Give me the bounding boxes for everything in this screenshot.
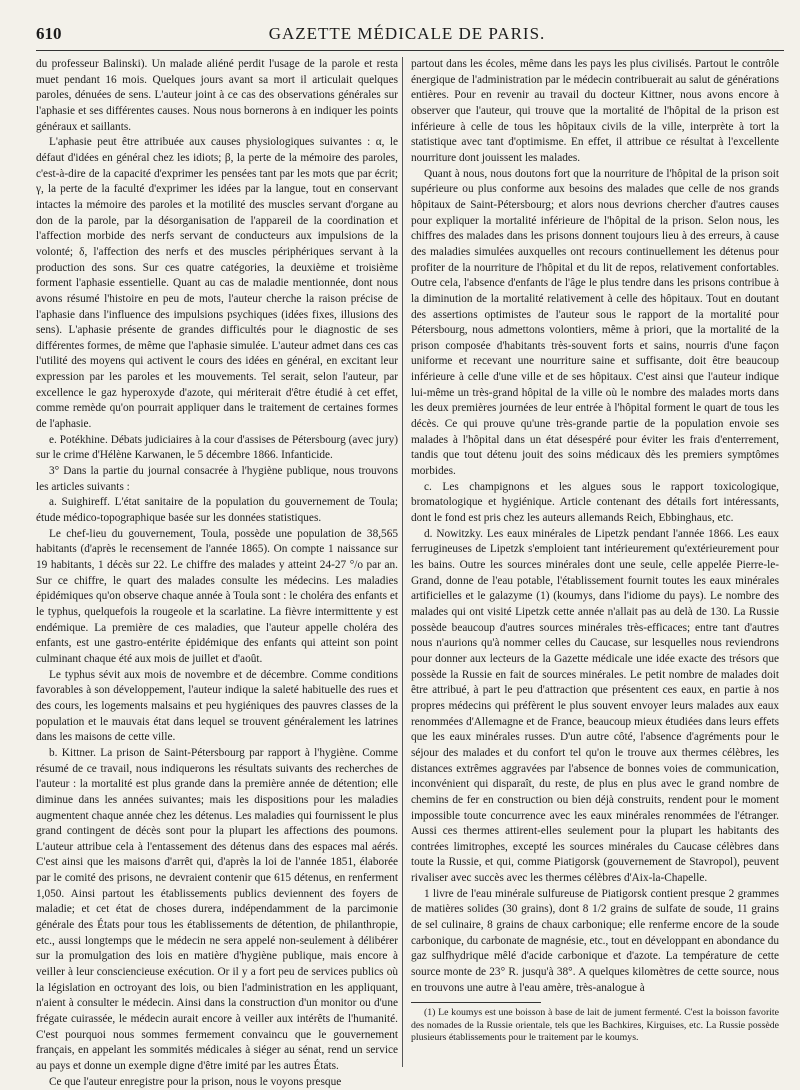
- paragraph: e. Potékhine. Débats judiciaires à la cour d'assises de Pétersbourg (avec jury) sur le crime d'Hélène Karwanen, le 5 décembre 1866. Infanticide.: [36, 433, 398, 462]
- footnote-rule: [411, 1002, 541, 1003]
- paragraph: b. Kittner. La prison de Saint-Pétersbourg par rapport à l'hygiène. Comme résumé de ce travail, nous indiquerons les résultats suivants des recherches de l'auteur : la mortalité est plus grande dans la première année de détention; elle diminue dans les années suivantes; mais les dispositions pour les maladies augmentent chaque année chez les détenus. Les maladies qui fournissent le plus grand contingent de décès sont pour la plupart les affections des poumons. L'auteur attribue cela à l'entassement des détenus dans des espaces mal aérés. C'est ainsi que les maisons d'arrêt qui, d'après la loi de l'année 1851, élaborée par le comité des prisons, ne devraient contenir que 615 détenus, en renferment 1,050. Ainsi partout les établissements publics deviennent des foyers de maladie; et cet état de choses durera, indépendamment de la parcimonie générale des États pour tous les établissements de détention, de philanthropie, etc., aussi longtemps que le médecin ne sera appelé non-seulement à délibérer sur la promulgation des lois en matière d'hygiène publique, mais encore à veiller à leur consciencieuse exécution. Or il y a fort peu de services publics où la législation en octroyant des lois, ou bien l'administration en les appliquant, n'aient à consulter le médecin. Ainsi dans la construction d'un monitor ou d'une frégate cuirassée, le médecin aurait encore à veiller aux intérêts de l'humanité. C'est pourquoi nous sommes fermement convaincu que le gouvernement français, en appelant les sommités médicales à siéger au sénat, rend un service au pays et donne un exemple digne d'être imité par les autres États.: [36, 746, 398, 1072]
- paragraph: du professeur Balinski). Un malade aliéné perdit l'usage de la parole et resta muet pendant 16 mois. Quelques jours avant sa mort il articulait quelques paroles, dénuées de sens. L'auteur joint à ce cas des observations générales sur l'aphasie et ses différentes causes. Nous nous bornerons à en indiquer les points généraux et saillants.: [36, 58, 398, 133]
- page-number: 610: [36, 24, 62, 43]
- paragraph: 3° Dans la partie du journal consacrée à l'hygiène publique, nous trouvons les articles suivants :: [36, 465, 398, 493]
- left-column: [36, 57, 398, 1090]
- paragraph: d. Nowitzky. Les eaux minérales de Lipetzk pendant l'année 1866. Les eaux ferrugineuses de Lipetzk s'emploient tant intérieurement qu'extérieurement pour les bains. Outre les sources minérales dont une seule, celle appelée Pierre-le-Grand, donne de l'eau potable, l'établissement fournit toutes les eaux minérales artificielles et le galazyme (1) (koumys, dans l'idiome du pays). Le nombre des malades qui ont visité Lipetzk cette année n'allait pas au delà de 130. La Russie possède beaucoup d'autres sources minérales très-efficaces; entre tant d'autres nous n'aurions qu'à nommer celles du Caucase, sur lesquelles nous reviendrons pour donner aux lecteurs de la Gazette médicale une idée exacte des trésors que possède la Russie en fait de sources minérales. Le petit nombre de malades doit être attribué, à part le peu d'attraction que présentent ces eaux, en partie à nos propres médecins qui préfèrent le plus souvent envoyer leurs malades aux eaux renommées d'Allemagne et de France, beaucoup mieux étudiées dans leurs effets que les eaux minérales russes. D'un autre côté, l'absence d'agréments pour le séjour des malades et du confort tel qu'on le trouve aux thermes célèbres, les distances extrêmes aggravées par l'absence de bonnes voies de communication, inconvénient qui disparaît, du reste, de plus en plus avec le grand nombre de chemins de fer en construction ou bien déjà construits, rendent pour le moment impossible toute concurrence avec les eaux minérales renommées de l'étranger. Aussi ces thermes attirent-elles seulement pour la plupart les habitants des contrées limitrophes, excepté les sources minérales du Caucase célèbres dans toute la Russie, et qui, comme Piatigorsk (gouvernement de Stavropol), peuvent rivaliser avec succès avec les thermes célèbres d'Aix-la-Chapelle.: [411, 527, 779, 885]
- column-divider: [402, 57, 403, 1067]
- paragraph: Le chef-lieu du gouvernement, Toula, possède une population de 38,565 habitants (d'après le recensement de l'année 1865). On compte 1 naissance sur 19 habitants, 1 décès sur 22. Le chiffre des malades y atteint 24-27 °/o par an. Sur ce chiffre, le quart des malades consulte les médecins. Les maladies épidémiques qu'on observe chaque année à Toula sont : le choléra des enfants et le typhus, quelquefois la rougeole et la scarlatine. La fièvre intermittente y est endémique. La première de ces maladies, que l'auteur appelle choléra des enfants, est une gastro-entérite épidémique des enfants qui atteint son point culminant chaque été aux mois de juillet et d'août.: [36, 527, 398, 665]
- paragraph: 1 livre de l'eau minérale sulfureuse de Piatigorsk contient presque 2 grammes de matières solides (30 grains), dont 8 1/2 grains de sulfate de soude, 11 grains de sel culinaire, 8 grains de chaux carbonique; elle renferme encore de la soude carbonique, du carbonate de magnésie, etc., tout en développant en abondance du gaz sulfhydrique mêlé d'acide carbonique et d'azote. La température de cette source monte de 23° R. jusqu'à 38°. A quelques kilomètres de cette source, nous en trouvons une autre à l'eau amère, très-analogue à: [411, 887, 779, 994]
- paragraph: Quant à nous, nous doutons fort que la nourriture de l'hôpital de la prison soit supérieure ou plus conforme aux besoins des malades que celle de nos grands hôpitaux de Saint-Pétersbourg; et alors nous devrions chercher d'autres causes pour expliquer la mortalité inférieure de l'hôpital de la prison. Selon nous, les chiffres des malades dans les prisons donnent toujours lieu à des erreurs, à cause des maladies simulées auxquelles ont recours continuellement les détenus pour profiter de la nourriture de l'hôpital et du lit de repos, relativement confortables. Outre cela, l'absence d'enfants de l'âge le plus tendre dans les prisons contribue à la diminution de la mortalité relativement à celle des hôpitaux. Tout en doutant des assertions optimistes de l'auteur sous le rapport de la mortalité pour Pétersbourg, nous admettons volontiers, même à priori, que la mortalité de la prison composée d'habitants très-souvent forts et sains, nourris d'une façon uniforme et recevant une nourriture saine et suffisante, doit être beaucoup inférieure à celle d'une ville et de ses hôpitaux. C'est ainsi que l'auteur indique lui-même un très-grand hôpital de la ville où le nombre des malades morts dans les deux premières journées de leur entrée à l'hôpital forment le quart de tous les décès. Ce qui prouve qu'une très-grande partie de la population envoie ses malades à l'hôpital dans un état désespéré pour éviter les frais d'enterrement, tandis que tout détenu jouit des soins médicaux dès les premiers symptômes morbides.: [411, 167, 779, 478]
- paragraph: Ce que l'auteur enregistre pour la prison, nous le voyons presque: [49, 1075, 342, 1088]
- paragraph: Le typhus sévit aux mois de novembre et de décembre. Comme conditions favorables à son développement, l'auteur indique la saleté habituelle des rues et des cours, les logements malsains et peu hygiéniques des pauvres classes de la population et le mauvais état dans lequel se trouvent généralement les latrines dans les maisons de cette ville.: [36, 668, 398, 744]
- paragraph: L'aphasie peut être attribuée aux causes physiologiques suivantes : α, le défaut d'idées en général chez les idiots; β, la perte de la mémoire des paroles, c'est-à-dire de la capacité d'exprimer les pensées tant par les mots que par écrit; γ, la perte de la faculté d'exprimer les idées par la langue, tout en conservant intactes la mémoire des paroles et la motilité des muscles servant d'organe au don de la parole, par la désorganisation de l'appareil de la coordination et l'affection morbide des nerfs servant de conducteurs aux impulsions de la volonté; δ, l'affection des nerfs et des muscles périphériques servant à la production des sons. Sur ces quatre catégories, la deuxième et troisième forment l'aphasie essentielle. Quant au cas de maladie mentionnée, dont nous avons résumé l'histoire en peu de mots, l'auteur cherche la raison précise de l'aphasie dans l'influence des impulsions psychiques (idées fixes, illusions des sens). L'aphasie présente de grandes difficultés pour le diagnostic de ses différentes formes, de même que l'aphasie simulée. L'auteur admet dans ces cas l'utilité des moyens qui activent le cours des idées en général, en excitant leur expression par les paroles et les mouvements. Tel serait, selon l'auteur, par excellence le gaz hyperoxyde d'azote, qui mériterait d'être étudié à cet effet, comme remède qu'on pourrait appliquer dans le traitement de certaines formes de l'aphasie.: [36, 136, 398, 431]
- paragraph: partout dans les écoles, même dans les pays les plus civilisés. Partout le contrôle énergique de l'administration par le médecin contribuerait au salut de générations entières. Pour en revenir au travail du docteur Kittner, nous avons encore à observer que l'auteur, qui trouve que la mortalité de l'hôpital de la prison est inférieure à celle de tous les hôpitaux civils de la ville, interprète à tort la statistique avec tant d'optimisme. En effet, il attribue ce résultat à l'excellente nourriture dont jouissent les malades.: [411, 58, 779, 164]
- header-rule: [36, 50, 784, 51]
- right-column: [411, 57, 779, 1045]
- running-title: GAZETTE MÉDICALE DE PARIS.: [268, 24, 546, 43]
- page-header: [36, 20, 778, 48]
- paragraph: a. Suighireff. L'état sanitaire de la population du gouvernement de Toula; étude médico-topographique basée sur les données statistiques.: [36, 496, 398, 525]
- paragraph: c. Les champignons et les algues sous le rapport toxicologique, bromatologique et hygiénique. Article contenant des détails fort intéressants, dont le fond est pris chez les auteurs allemands Reich, Ebbinghaus, etc.: [411, 480, 779, 525]
- footnote: (1) Le koumys est une boisson à base de lait de jument fermenté. C'est la boisson favorite des nomades de la Russie orientale, tels que les Bachkires, Kirguises, etc. La Russie possède plusieurs établissements pour le traitement par le koumys.: [411, 1007, 779, 1044]
